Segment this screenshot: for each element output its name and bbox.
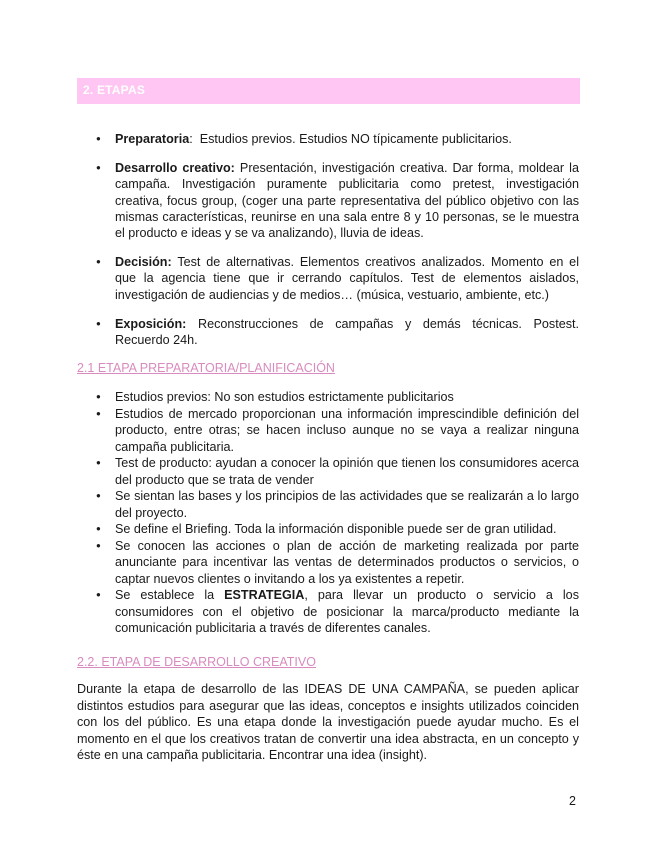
stage-text: Presentación, investigación creativa. Dar forma, moldear la campaña. Investigación puramente publicitaria como pretest, investigación creativa, focus group, (coger una parte representativa del público objetivo con las mismas características, reunirse en una sala entre 8 y 10 personas, se le muestra el producto e ideas y se va analizando), lluvia de ideas. [115,161,579,241]
list-item: ● Se define el Briefing. Toda la información disponible puede ser de gran utilidad. [77,521,579,538]
list-item: ● Test de producto: ayudan a conocer la opinión que tienen los consumidores acerca del producto que se trata de vender [77,455,579,488]
body-paragraph: Durante la etapa de desarrollo de las IDEAS DE UNA CAMPAÑA, se pueden aplicar distintos estudios para asegurar que las ideas, conceptos e insights utilizados coinciden con los del público. Es una etapa donde la investigación puede ayudar mucho. Es el momento en el que los creativos tratan de convertir una idea abstracta, en un concepto y éste en una campaña publicitaria. Encontrar una idea (insight). [77,682,579,762]
list-item-text: Se establece la [115,588,225,602]
stage-item-exposicion [77,316,579,348]
stage-term: Decisión: [115,255,172,270]
stage-term: Exposición: [115,316,187,331]
stage-term: Preparatoria [115,132,190,146]
page-number: 2 [569,794,576,808]
list-item: ● Se conocen las acciones o plan de acción de marketing realizada por parte anunciante para incentivar las ventas de determinados productos o servicios, o captar nuevos clientes o invitando a los ya existentes a repetir. [77,538,579,588]
stage-term: Desarrollo creativo: [115,161,235,176]
section-title: 2. ETAPAS [83,83,146,97]
stage-separator [186,317,198,331]
list-item-bold: ESTRATEGIA [224,588,305,602]
stages-list [77,131,579,361]
section-banner [77,78,580,104]
stage-text: Estudios previos. Estudios NO típicamente publicitarios. [199,132,512,146]
stage-text: Reconstrucciones de campañas y demás técnicas. Postest. Recuerdo 24h. [115,316,580,348]
stage-text: Test de alternativas. Elementos creativos analizados. Momento en el que la agencia tiene que ir cerrando capítulos. Test de elementos aislados, investigación de audiencias y de medios… (música, vestuario, ambiente, etc.) [115,255,579,302]
list-item: ● Estudios previos: No son estudios estrictamente publicitarios [77,389,579,406]
stage-item-desarrollo [77,160,579,241]
list-item: ● Estudios de mercado proporcionan una información imprescindible definición del producto, entre otras; se hacen incluso aunque no se vaya a realizar ninguna campaña publicitaria. [77,406,579,456]
subsection-heading-preparatoria: 2.1 ETAPA PREPARATORIA/PLANIFICACIÓN [77,361,335,375]
list-item: ● Se sientan las bases y los principios de las actividades que se realizarán a lo largo del proyecto. [77,488,579,521]
list-item [77,587,579,637]
subsection-heading-desarrollo: 2.2. ETAPA DE DESARROLLO CREATIVO [77,655,316,669]
stage-item-preparatoria [77,131,579,147]
stage-separator: : [189,132,200,146]
list-item-text: , para llevar un producto o servicio a los consumidores con el objetivo de posicionar la marca/producto mediante la comunicación publicitaria a través de diferentes canales. [115,588,579,635]
preparatoria-list [77,389,579,637]
stage-item-decision [77,254,579,303]
